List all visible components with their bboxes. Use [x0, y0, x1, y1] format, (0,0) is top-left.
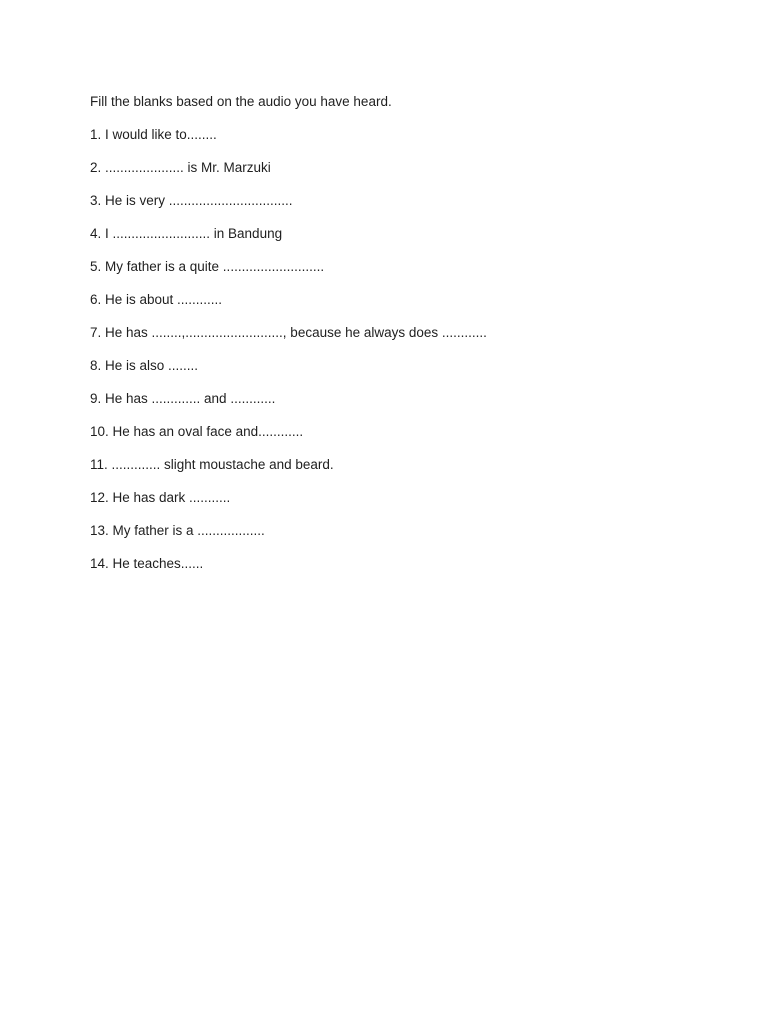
question-8: 8. He is also ........ [90, 358, 199, 373]
question-14: 14. He teaches...... [90, 556, 204, 571]
question-13: 13. My father is a .................. [90, 523, 265, 538]
question-5: 5. My father is a quite ........................... [90, 259, 325, 274]
worksheet-instruction: Fill the blanks based on the audio you have heard. [90, 94, 392, 109]
question-9: 9. He has ............. and ............ [90, 391, 276, 406]
question-12: 12. He has dark ........... [90, 490, 231, 505]
question-list [90, 125, 710, 574]
question-7: 7. He has ........,.........................., because he always does ............ [90, 325, 487, 340]
question-1: 1. I would like to........ [90, 127, 217, 142]
question-2: 2. ..................... is Mr. Marzuki [90, 160, 271, 175]
question-4: 4. I .......................... in Bandung [90, 226, 283, 241]
question-3: 3. He is very ................................. [90, 193, 293, 208]
question-6: 6. He is about ............ [90, 292, 223, 307]
question-10: 10. He has an oval face and............ [90, 424, 304, 439]
worksheet-content [90, 92, 710, 587]
question-11: 11. ............. slight moustache and beard. [90, 457, 334, 472]
